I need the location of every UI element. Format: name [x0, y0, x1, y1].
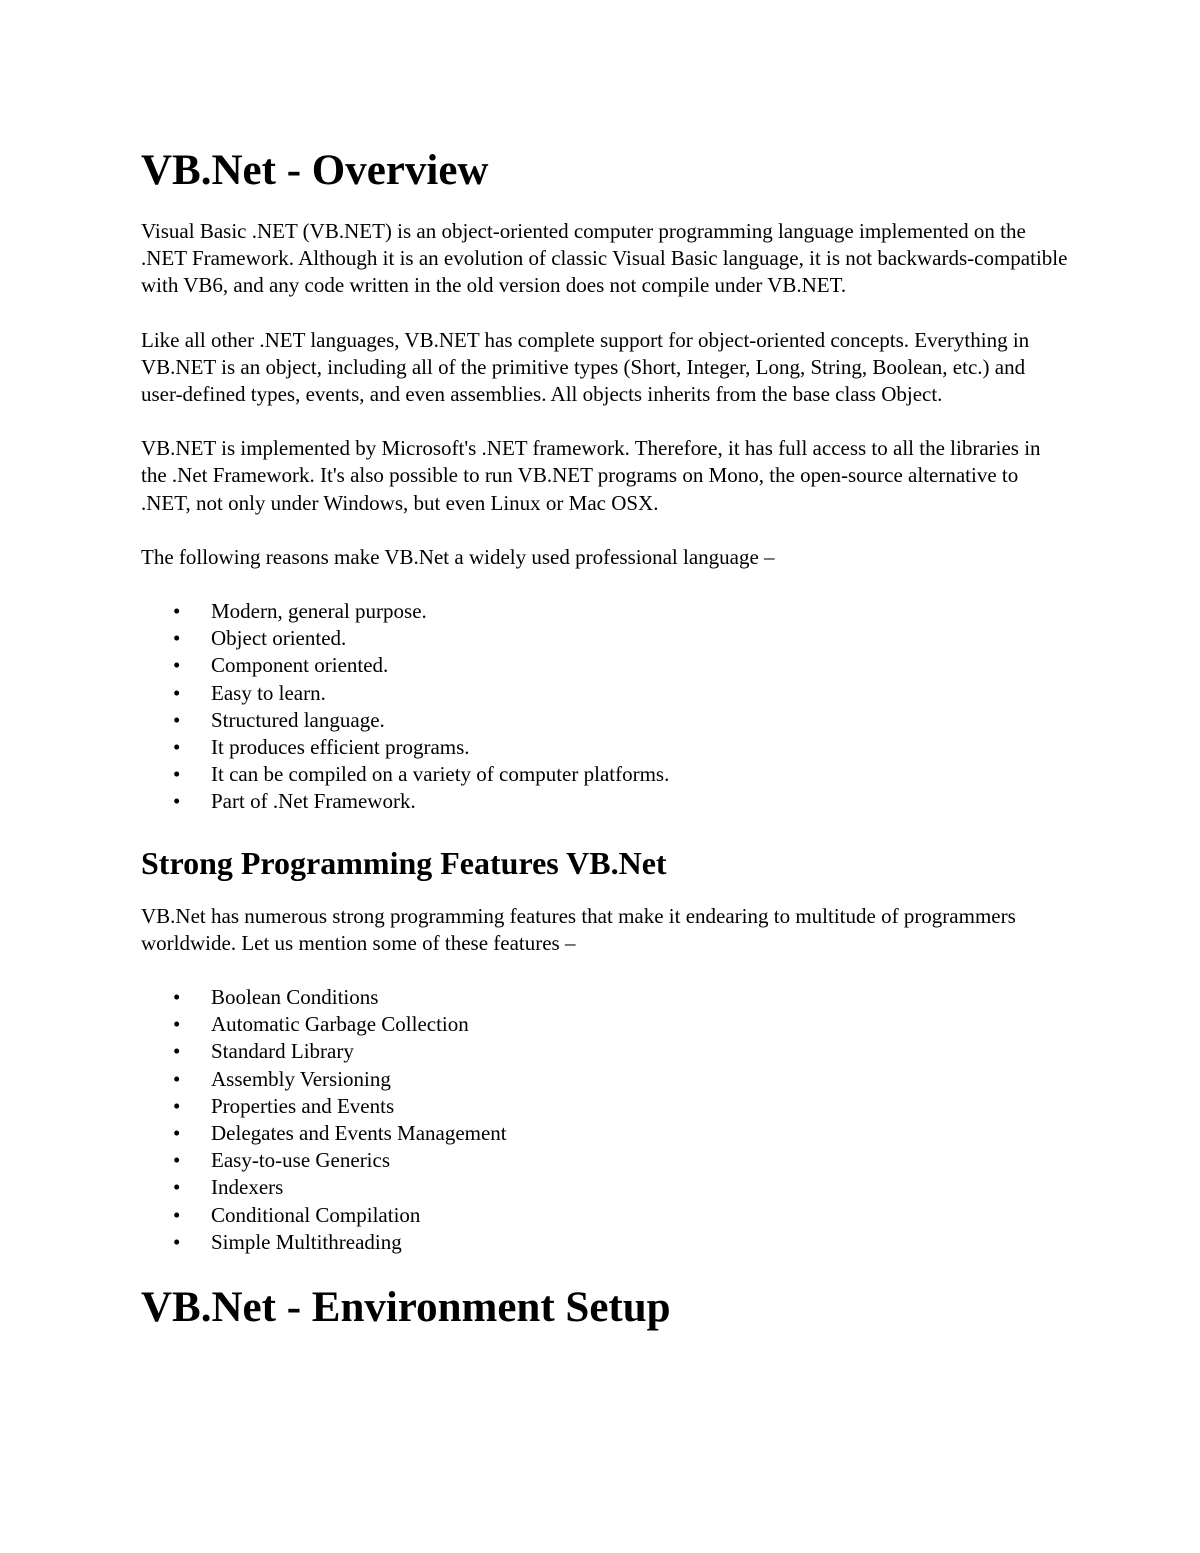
bullet-icon: • — [173, 707, 181, 732]
bullet-icon: • — [173, 653, 181, 678]
list-item: • Modern, general purpose. — [141, 598, 1071, 625]
list-item: • Simple Multithreading — [141, 1229, 1071, 1256]
bullet-icon: • — [173, 1121, 181, 1146]
list-item: • Boolean Conditions — [141, 984, 1071, 1011]
paragraph-intro: Visual Basic .NET (VB.NET) is an object-oriented computer programming language implemented on the .NET Framework. Although it is an evolution of classic Visual Basic language, it is not backwards-compatible with VB6, and any code written in the old version does not compile under VB.NET. — [141, 219, 1068, 298]
list-item: • Standard Library — [141, 1038, 1071, 1065]
reasons-list — [141, 598, 1071, 816]
list-item: • Component oriented. — [141, 652, 1071, 679]
bullet-icon: • — [173, 1012, 181, 1037]
bullet-icon: • — [173, 1148, 181, 1173]
list-item: • Conditional Compilation — [141, 1202, 1071, 1229]
list-item: • Object oriented. — [141, 625, 1071, 652]
list-item: • Indexers — [141, 1174, 1071, 1201]
bullet-icon: • — [173, 762, 181, 787]
list-item: • Automatic Garbage Collection — [141, 1011, 1071, 1038]
bullet-icon: • — [173, 680, 181, 705]
bullet-icon: • — [173, 1093, 181, 1118]
bullet-icon: • — [173, 735, 181, 760]
paragraph-features-intro: VB.Net has numerous strong programming features that make it endearing to multitude of programmers worldwide. Let us mention some of these features – — [141, 903, 1016, 955]
features-list — [141, 984, 1071, 1256]
bullet-icon: • — [173, 599, 181, 624]
list-item: • It produces efficient programs. — [141, 734, 1071, 761]
heading-environment-setup: VB.Net - Environment Setup — [141, 1284, 671, 1332]
heading-overview: VB.Net - Overview — [141, 147, 489, 194]
document-page — [141, 146, 1071, 1355]
list-item: • Structured language. — [141, 707, 1071, 734]
list-item: • Properties and Events — [141, 1093, 1071, 1120]
bullet-icon: • — [173, 626, 181, 651]
bullet-icon: • — [173, 1066, 181, 1091]
list-item: • Easy to learn. — [141, 680, 1071, 707]
paragraph-framework: VB.NET is implemented by Microsoft's .NET framework. Therefore, it has full access to all the libraries in the .Net Framework. It's also possible to run VB.NET programs on Mono, the open-source alternative to .NET, not only under Windows, but even Linux or Mac OSX. — [141, 436, 1041, 515]
bullet-icon: • — [173, 1229, 181, 1254]
bullet-icon: • — [173, 789, 181, 814]
paragraph-reasons-intro: The following reasons make VB.Net a widely used professional language – — [141, 544, 775, 569]
bullet-icon: • — [173, 1039, 181, 1064]
list-item: • Part of .Net Framework. — [141, 788, 1071, 815]
bullet-icon: • — [173, 1202, 181, 1227]
list-item: • Easy-to-use Generics — [141, 1147, 1071, 1174]
bullet-icon: • — [173, 1175, 181, 1200]
list-item: • Delegates and Events Management — [141, 1120, 1071, 1147]
list-item: • It can be compiled on a variety of computer platforms. — [141, 761, 1071, 788]
heading-features: Strong Programming Features VB.Net — [141, 844, 667, 881]
list-item: • Assembly Versioning — [141, 1066, 1071, 1093]
paragraph-object-oriented: Like all other .NET languages, VB.NET has complete support for object-oriented concepts. Everything in VB.NET is an object, including all of the primitive types (Short, Integer, Long, String, Boolean, etc.) and user-defined types, events, and even assemblies. All objects inherits from the base class Object. — [141, 327, 1030, 407]
bullet-icon: • — [173, 985, 181, 1010]
